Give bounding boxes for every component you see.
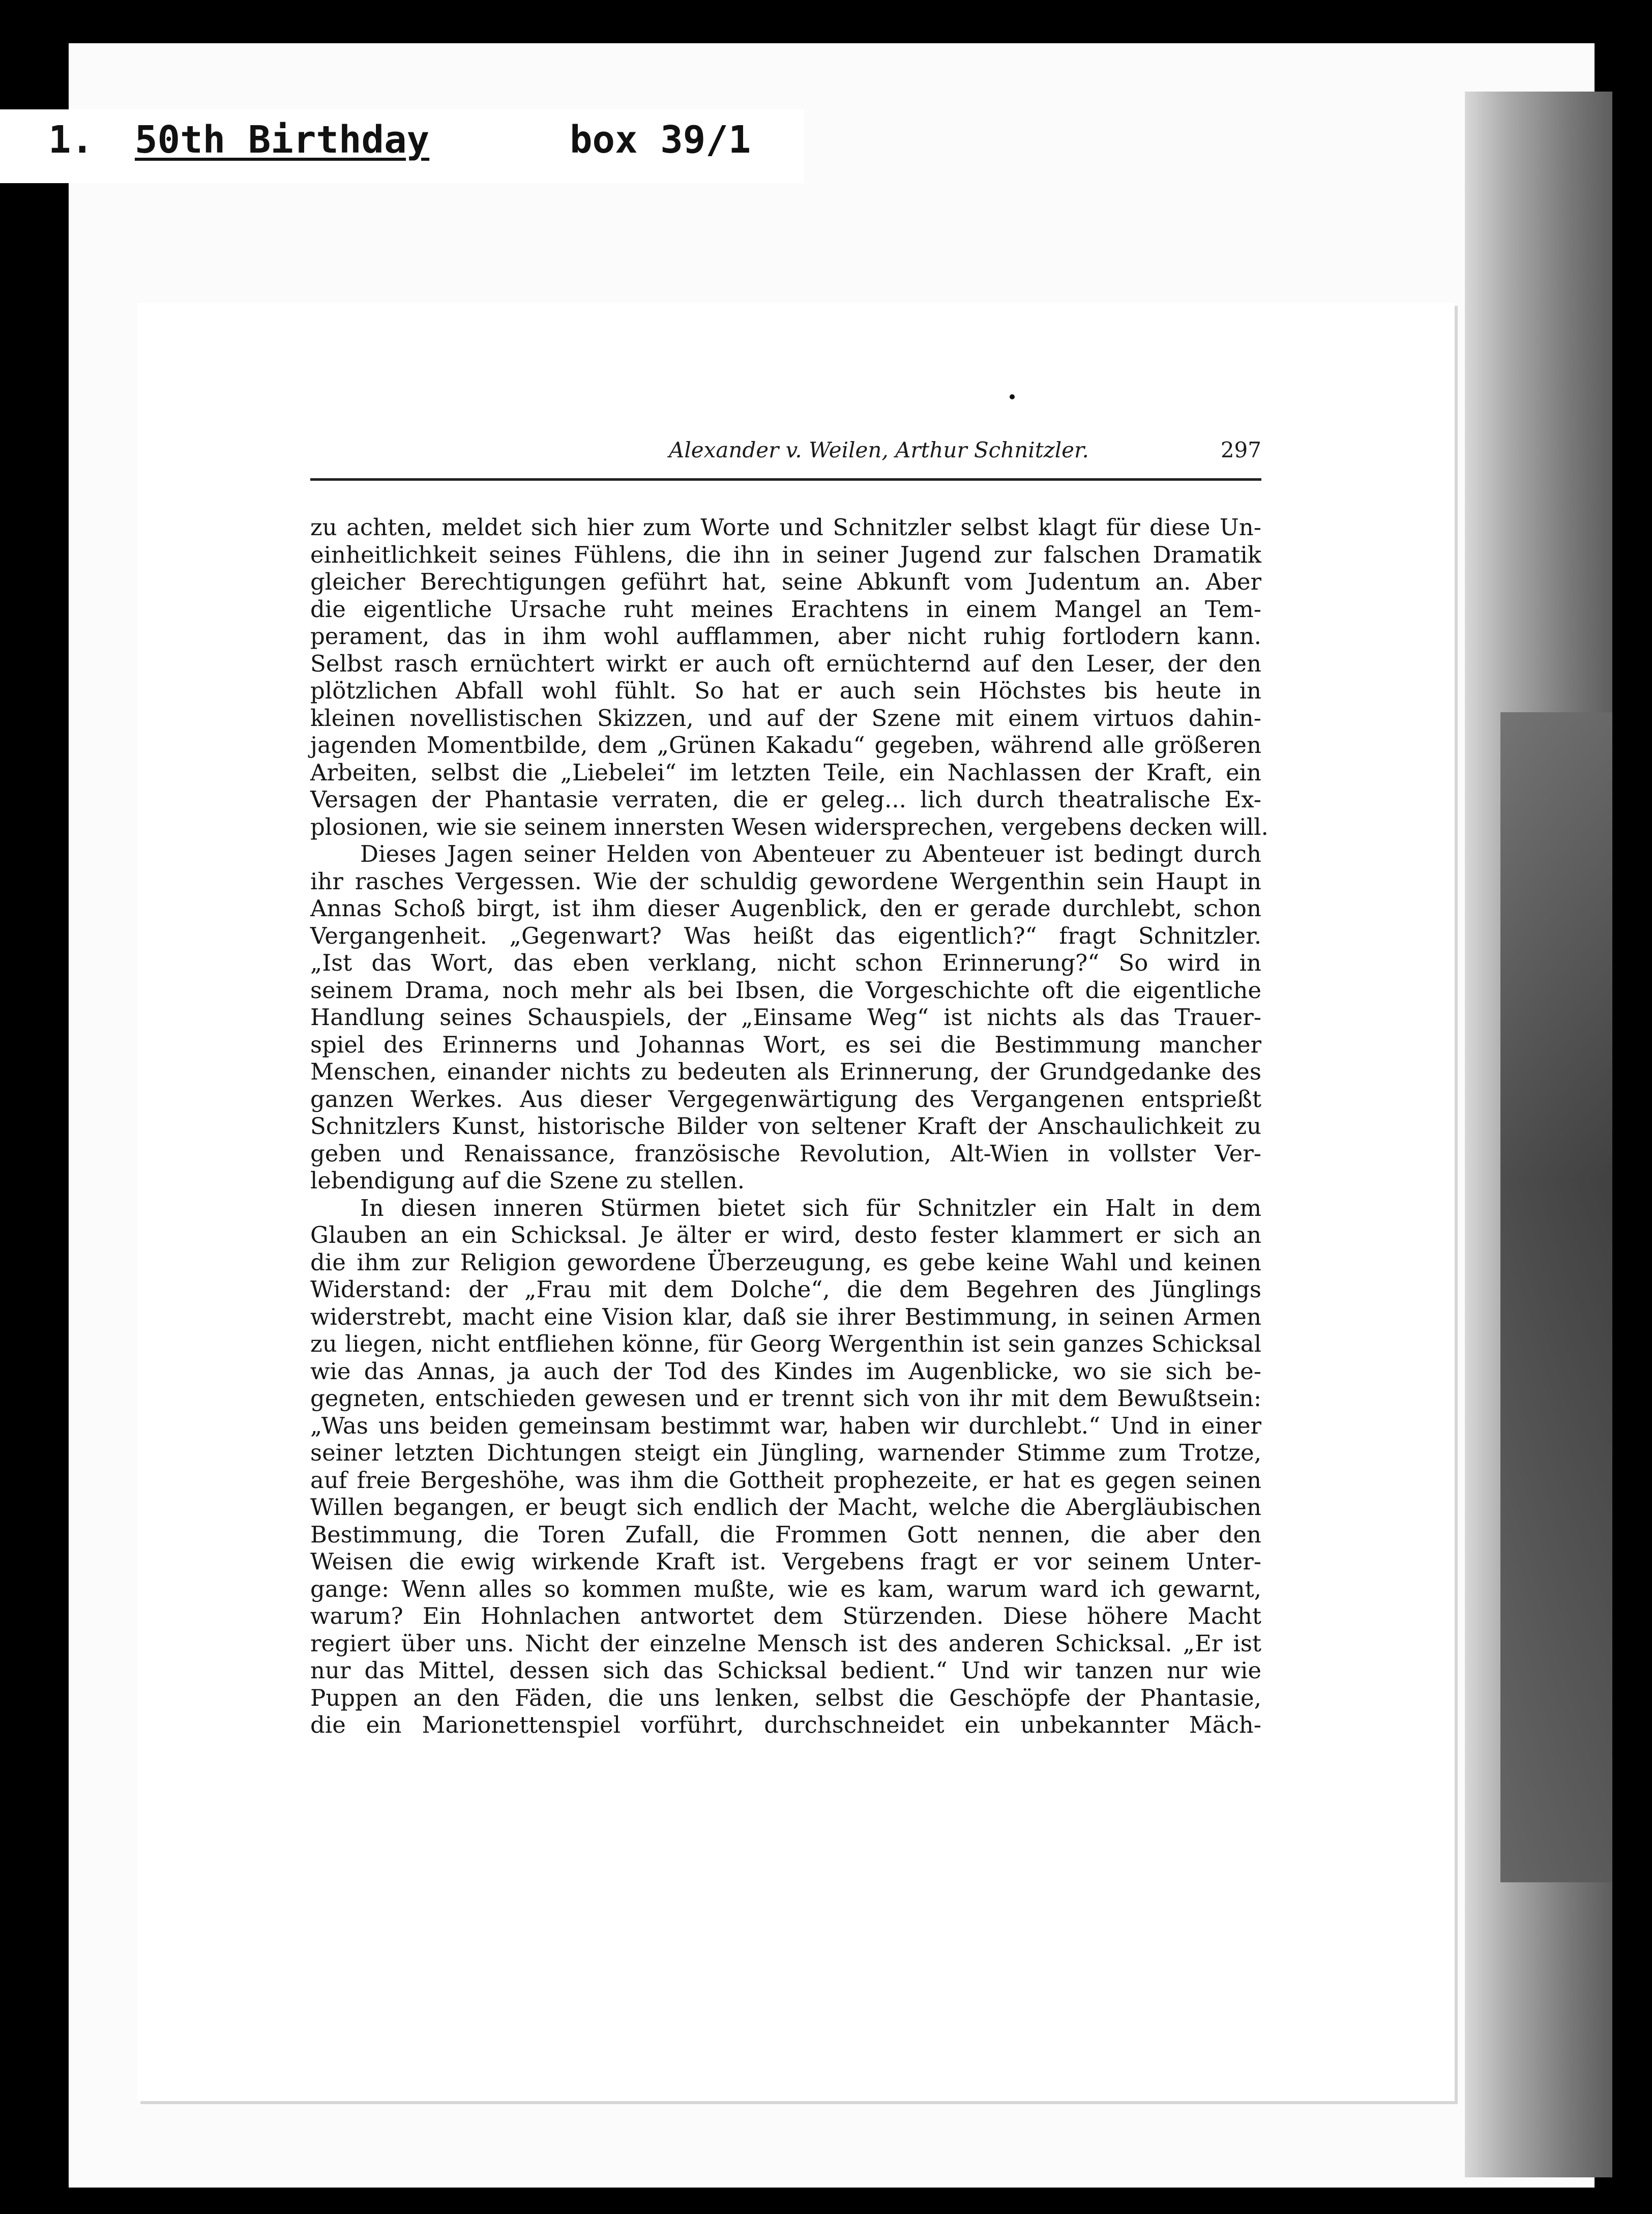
journal-page <box>137 303 1455 2101</box>
text-line: wie das Annas, ja auch der Tod des Kindes im Augenblicke, wo sie sich be- <box>310 1357 1261 1385</box>
ink-dot <box>1010 394 1015 399</box>
text-line: seinem Drama, noch mehr als bei Ibsen, die Vorgeschichte oft die eigentliche <box>310 976 1261 1004</box>
text-line: zu liegen, nicht entfliehen könne, für Georg Wergenthin ist sein ganzes Schicksal <box>310 1330 1261 1357</box>
text-line: Vergangenheit. „Gegenwart? Was heißt das eigentlich?“ fragt Schnitzler. <box>310 922 1261 949</box>
text-line: warum? Ein Hohnlachen antwortet dem Stürzenden. Diese höhere Macht <box>310 1603 1261 1629</box>
running-head <box>310 438 1261 468</box>
text-line: lebendigung auf die Szene zu stellen. <box>310 1167 745 1194</box>
header-rule <box>310 478 1261 481</box>
text-line: plötzlichen Abfall wohl fühlt. So hat er auch sein Höchstes bis heute in <box>310 677 1261 704</box>
text-line: Annas Schoß birgt, ist ihm dieser Augenblick, den er gerade durchlebt, schon <box>310 895 1261 922</box>
text-line: Dieses Jagen seiner Helden von Abenteuer zu Abenteuer ist bedingt durch <box>360 840 1261 867</box>
text-line: Willen begangen, er beugt sich endlich der Macht, welche die Abergläubischen <box>310 1494 1261 1521</box>
text-line: gegneten, entschieden gewesen und er trennt sich von ihr mit dem Bewußtsein: <box>310 1385 1261 1412</box>
mount-shadow-dark <box>1500 712 1612 1882</box>
text-line: Puppen an den Fäden, die uns lenken, selbst die Geschöpfe der Phantasie, <box>310 1684 1261 1711</box>
text-line: Handlung seines Schauspiels, der „Einsame Weg“ ist nichts als das Trauer- <box>310 1004 1261 1031</box>
text-line: kleinen novellistischen Skizzen, und auf der Szene mit einem virtuos dahin- <box>310 704 1261 732</box>
label-title: 50th Birthday <box>135 118 430 162</box>
text-line: Arbeiten, selbst die „Liebelei“ im letzten Teile, ein Nachlassen der Kraft, ein <box>310 759 1261 786</box>
text-line: ganzen Werkes. Aus dieser Vergegenwärtigung des Vergangenen entsprießt <box>310 1085 1261 1113</box>
text-line: Menschen, einander nichts zu bedeuten als Erinnerung, der Grundgedanke des <box>310 1058 1261 1085</box>
text-line: perament, das in ihm wohl aufflammen, aber nicht ruhig fortlodern kann. <box>310 623 1261 650</box>
text-line: gange: Wenn alles so kommen mußte, wie es kam, warum ward ich gewarnt, <box>310 1575 1261 1603</box>
text-line: gleicher Berechtigungen geführt hat, seine Abkunft vom Judentum an. Aber <box>310 568 1261 595</box>
text-line: nur das Mittel, dessen sich das Schicksal bedient.“ Und wir tanzen nur wie <box>310 1657 1261 1684</box>
page-number: 297 <box>1220 438 1261 462</box>
text-line: Selbst rasch ernüchtert wirkt er auch oft ernüchternd auf den Leser, der den <box>310 650 1261 677</box>
text-line: jagenden Momentbilde, dem „Grünen Kakadu“ gegeben, während alle größeren <box>310 732 1261 759</box>
body-text <box>310 514 1268 1739</box>
text-line: „Ist das Wort, das eben verklang, nicht schon Erinnerung?“ So wird in <box>310 949 1261 976</box>
text-line: ihr rasches Vergessen. Wie der schuldig gewordene Wergenthin sein Haupt in <box>310 867 1261 895</box>
text-line: In diesen inneren Stürmen bietet sich für Schnitzler ein Halt in dem <box>360 1194 1261 1221</box>
text-line: plosionen, wie sie seinem innersten Wesen widersprechen, vergebens decken will. <box>310 813 1268 840</box>
text-line: Schnitzlers Kunst, historische Bilder von seltener Kraft der Anschaulichkeit zu <box>310 1113 1261 1140</box>
text-line: Widerstand: der „Frau mit dem Dolche“, die dem Begehren des Jünglings <box>310 1276 1261 1303</box>
label-box: box 39/1 <box>570 118 751 162</box>
text-line: einheitlichkeit seines Fühlens, die ihn in seiner Jugend zur falschen Dramatik <box>310 541 1261 568</box>
text-line: seiner letzten Dichtungen steigt ein Jüngling, warnender Stimme zum Trotze, <box>310 1439 1261 1466</box>
text-line: widerstrebt, macht eine Vision klar, daß sie ihrer Bestimmung, in seinen Armen <box>310 1303 1261 1330</box>
text-line: Glauben an ein Schicksal. Je älter er wird, desto fester klammert er sich an <box>310 1221 1261 1248</box>
text-line: spiel des Erinnerns und Johannas Wort, es sei die Bestimmung mancher <box>310 1031 1261 1058</box>
text-line: Versagen der Phantasie verraten, die er geleg... lich durch theatralische Ex- <box>310 786 1261 813</box>
running-head-text: Alexander v. Weilen, Arthur Schnitzler. <box>669 438 1089 462</box>
text-line: die ein Marionettenspiel vorführt, durchschneidet ein unbekannter Mäch- <box>310 1711 1261 1738</box>
text-line: „Was uns beiden gemeinsam bestimmt war, haben wir durchlebt.“ Und in einer <box>310 1412 1261 1439</box>
text-line: geben und Renaissance, französische Revolution, Alt-Wien in vollster Ver- <box>310 1140 1261 1167</box>
text-line: regiert über uns. Nicht der einzelne Mensch ist des anderen Schicksal. „Er ist <box>310 1629 1261 1657</box>
text-line: die eigentliche Ursache ruht meines Erachtens in einem Mangel an Tem- <box>310 595 1261 623</box>
text-line: Bestimmung, die Toren Zufall, die Frommen Gott nennen, die aber den <box>310 1521 1261 1548</box>
label-number: 1. <box>48 118 94 162</box>
text-line: auf freie Bergeshöhe, was ihm die Gottheit prophezeite, er hat es gegen seinen <box>310 1466 1261 1494</box>
text-line: Weisen die ewig wirkende Kraft ist. Vergebens fragt er vor seinem Unter- <box>310 1548 1261 1575</box>
text-line: die ihm zur Religion gewordene Überzeugung, es gebe keine Wahl und keinen <box>310 1248 1261 1276</box>
text-line: zu achten, meldet sich hier zum Worte und Schnitzler selbst klagt für diese Un- <box>310 514 1261 541</box>
